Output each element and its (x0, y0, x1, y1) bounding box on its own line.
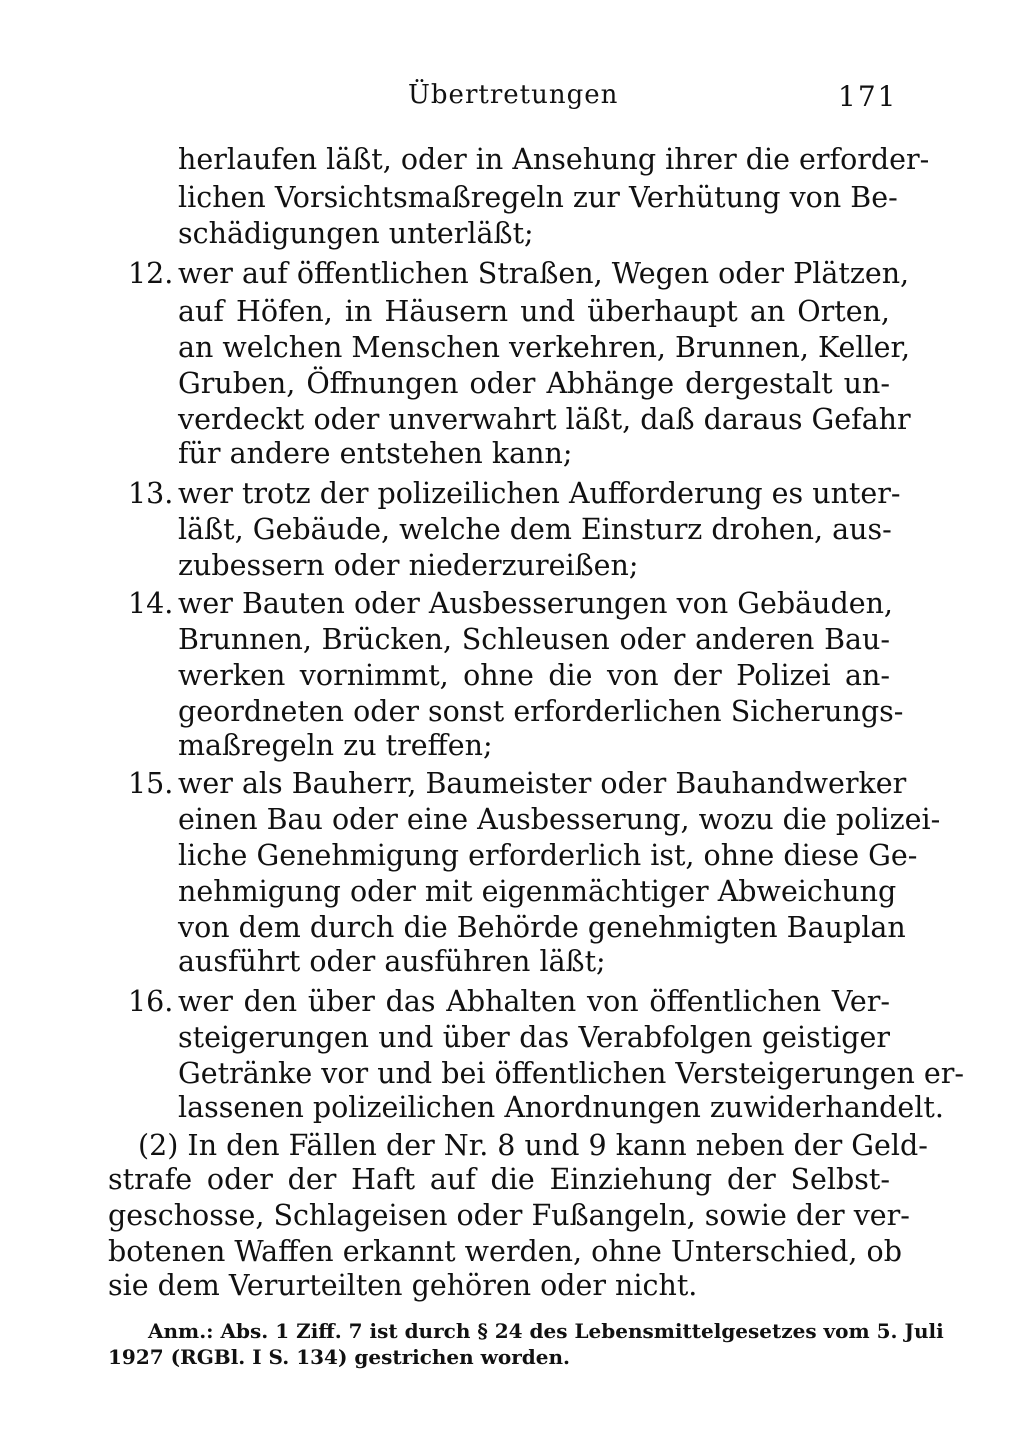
item-line: lassenen polizeilichen Anordnungen zuwiderhandelt. (178, 1091, 944, 1124)
footnote-line: 1927 (RGBl. I S. 134) gestrichen worden. (108, 1345, 570, 1369)
item-line: verdeckt oder unverwahrt läßt, daß daraus Gefahr (178, 403, 911, 436)
item-number: 12. (128, 257, 174, 290)
item-line: werken vornimmt, ohne die von der Polizei an- (178, 659, 890, 692)
paragraph-line: (2) In den Fällen der Nr. 8 und 9 kann neben der Geld- (138, 1129, 928, 1162)
item-line: wer trotz der polizeilichen Aufforderung es unter- (178, 477, 901, 510)
item-line: liche Genehmigung erforderlich ist, ohne diese Ge- (178, 839, 918, 872)
item-number: 14. (128, 587, 174, 620)
continuation-line: schädigungen unterläßt; (178, 217, 534, 250)
item-line: läßt, Gebäude, welche dem Einsturz drohen, aus- (178, 513, 892, 546)
item-line: maßregeln zu treffen; (178, 729, 493, 762)
item-line: Brunnen, Brücken, Schleusen oder anderen Bau- (178, 623, 890, 656)
paragraph-line: strafe oder der Haft auf die Einziehung der Selbst- (108, 1163, 890, 1196)
page-number: 171 (838, 80, 898, 113)
item-line: zubessern oder niederzureißen; (178, 549, 639, 582)
item-line: steigerungen und über das Verabfolgen geistiger (178, 1021, 890, 1054)
item-line: an welchen Menschen verkehren, Brunnen, Keller, (178, 331, 911, 364)
item-line: nehmigung oder mit eigenmächtiger Abweichung (178, 875, 897, 908)
continuation-line: herlaufen läßt, oder in Ansehung ihrer die erforder- (178, 143, 930, 176)
item-line: Getränke vor und bei öffentlichen Versteigerungen er- (178, 1057, 965, 1090)
item-line: wer auf öffentlichen Straßen, Wegen oder Plätzen, (178, 257, 910, 290)
item-number: 15. (128, 767, 174, 800)
item-line: wer als Bauherr, Baumeister oder Bauhandwerker (178, 767, 907, 800)
item-line: geordneten oder sonst erforderlichen Sicherungs- (178, 695, 904, 728)
running-header-title: Übertretungen (408, 80, 619, 110)
item-line: Gruben, Öffnungen oder Abhänge dergestalt un- (178, 367, 890, 400)
footnote-line: Anm.: Abs. 1 Ziff. 7 ist durch § 24 des Lebensmittelgesetzes vom 5. Juli (148, 1319, 944, 1343)
item-line: für andere entstehen kann; (178, 437, 573, 470)
item-line: ausführt oder ausführen läßt; (178, 945, 606, 978)
paragraph-line: geschosse, Schlageisen oder Fußangeln, sowie der ver- (108, 1199, 910, 1232)
paragraph-line: sie dem Verurteilten gehören oder nicht. (108, 1269, 698, 1302)
continuation-line: lichen Vorsichtsmaßregeln zur Verhütung von Be- (178, 181, 898, 214)
item-line: wer Bauten oder Ausbesserungen von Gebäuden, (178, 587, 893, 620)
item-line: einen Bau oder eine Ausbesserung, wozu die polizei- (178, 803, 941, 836)
item-number: 13. (128, 477, 174, 510)
item-line: von dem durch die Behörde genehmigten Bauplan (178, 911, 906, 944)
paragraph-line: botenen Waffen erkannt werden, ohne Unterschied, ob (108, 1235, 902, 1268)
item-line: auf Höfen, in Häusern und überhaupt an Orten, (178, 295, 890, 328)
item-number: 16. (128, 985, 174, 1018)
item-line: wer den über das Abhalten von öffentlichen Ver- (178, 985, 890, 1018)
